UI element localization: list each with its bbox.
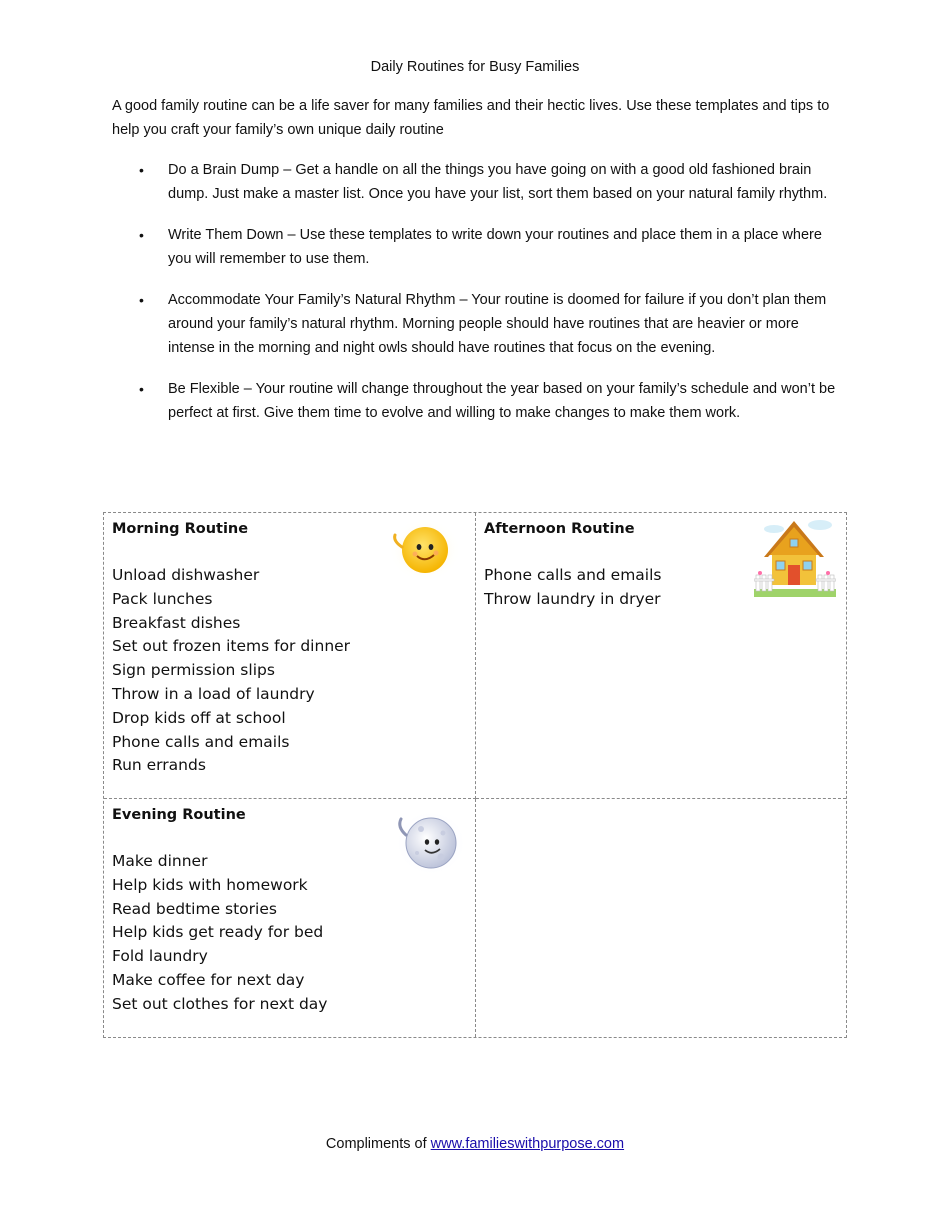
- list-item: Set out clothes for next day: [112, 994, 328, 1013]
- morning-routine-list: [112, 564, 467, 778]
- list-item: Breakfast dishes: [112, 613, 241, 632]
- tip-text: Do a Brain Dump – Get a handle on all the things you have going on with a good old fashioned brain dump. Just make a master list. Once you have your list, sort them based on your natural family rhythm.: [168, 162, 828, 202]
- sun-icon: [385, 517, 461, 583]
- tip-text: Write Them Down – Use these templates to write down your routines and place them in a place where you will remember to use them.: [168, 227, 822, 267]
- afternoon-routine-cell: [476, 513, 846, 799]
- list-item: Help kids get ready for bed: [112, 923, 324, 942]
- list-item: Fold laundry: [112, 947, 208, 966]
- routine-grid: [103, 512, 847, 1038]
- intro-paragraph: A good family routine can be a life saver for many families and their hectic lives. Use these templates and tips to help you craft your family’s own unique daily routine: [112, 98, 830, 138]
- bullet-icon: •: [139, 292, 144, 308]
- list-item: Read bedtime stories: [112, 899, 277, 918]
- tip-item: [112, 377, 842, 425]
- list-item: Sign permission slips: [112, 661, 275, 680]
- list-item: Drop kids off at school: [112, 708, 286, 727]
- website-link[interactable]: www.familieswithpurpose.com: [430, 1136, 625, 1152]
- list-item: Make coffee for next day: [112, 970, 305, 989]
- list-item: Phone calls and emails: [484, 566, 662, 584]
- footer: [0, 1134, 950, 1154]
- list-item: Pack lunches: [112, 589, 213, 608]
- bullet-icon: •: [139, 381, 144, 397]
- list-item: Throw laundry in dryer: [484, 589, 661, 608]
- tips-list: [112, 158, 842, 442]
- evening-routine-cell: [104, 799, 476, 1037]
- list-item: Phone calls and emails: [112, 732, 290, 751]
- tip-item: [112, 223, 842, 271]
- list-item: Set out frozen items for dinner: [112, 637, 351, 656]
- list-item: Make dinner: [112, 852, 208, 870]
- empty-routine-cell: [476, 799, 846, 1037]
- page-title: Daily Routines for Busy Families: [370, 59, 580, 75]
- afternoon-routine-title: Afternoon Routine: [484, 521, 635, 537]
- morning-routine-cell: [104, 513, 476, 799]
- bullet-icon: •: [139, 227, 144, 243]
- tip-item: [112, 288, 842, 360]
- tip-text: Accommodate Your Family’s Natural Rhythm – Your routine is doomed for failure if you don’t plan them around your family’s natural rhythm. Morning people should have routines that are heavier or more intense in the morning and night owls should have routines that focus on the evening.: [168, 292, 827, 356]
- list-item: Throw in a load of laundry: [112, 684, 315, 703]
- list-item: Help kids with homework: [112, 875, 308, 894]
- evening-routine-title: Evening Routine: [112, 807, 246, 823]
- bullet-icon: •: [139, 162, 144, 178]
- footer-prefix: Compliments of: [325, 1136, 431, 1152]
- list-item: Run errands: [112, 756, 206, 775]
- house-icon: [754, 515, 836, 597]
- tip-text: Be Flexible – Your routine will change throughout the year based on your family’s schedule and won’t be perfect at first. Give them time to evolve and willing to make changes to make them work.: [168, 381, 836, 421]
- moon-icon: [387, 805, 467, 877]
- morning-routine-title: Morning Routine: [112, 521, 249, 537]
- list-item: Unload dishwasher: [112, 566, 260, 584]
- tip-item: [112, 158, 842, 206]
